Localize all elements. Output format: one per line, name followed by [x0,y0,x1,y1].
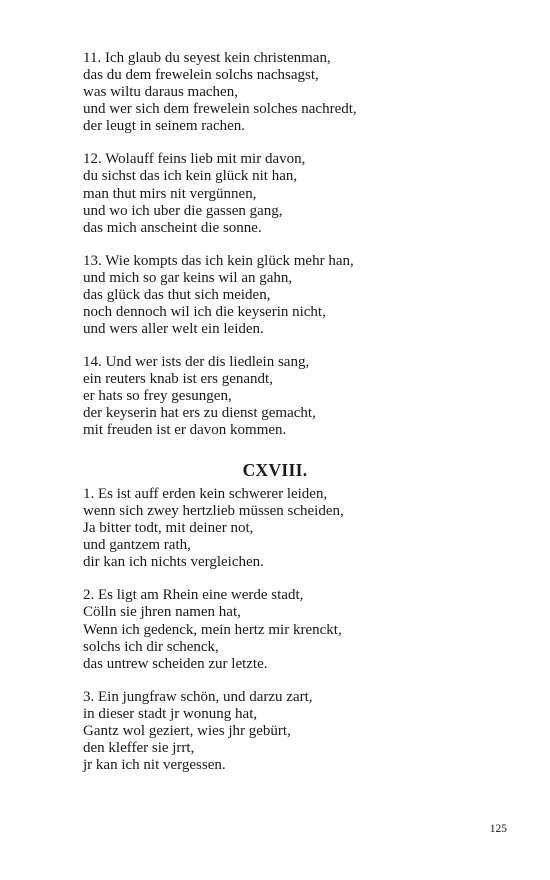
verse-line: und mich so gar keins wil an gahn, [83,269,293,286]
verse-line: 2. Es ligt am Rhein eine werde stadt, [83,587,304,604]
verse-line: 12. Wolauff feins lieb mit mir davon, [83,151,306,168]
verse-line: 3. Ein jungfraw schön, und darzu zart, [83,688,313,705]
verse-line: wenn sich zwey hertzlieb müssen scheiden, [83,503,344,520]
page-number: 125 [489,823,507,835]
verse-line: 14. Und wer ists der dis liedlein sang, [83,353,310,370]
verse-line: in dieser stadt jr wonung hat, [83,705,258,722]
verse-line: jr kan ich nit vergessen. [83,757,226,773]
verse-line: du sichst das ich kein glück nit han, [83,168,298,185]
verse-line: Ja bitter todt, mit deiner not, [83,520,254,537]
verse-line: 1. Es ist auff erden kein schwerer leiden, [83,486,328,502]
verse-line: ein reuters knab ist ers genandt, [83,371,273,387]
verse-line: dir kan ich nichts vergleichen. [83,554,264,571]
verse-line: der leugt in seinem rachen. [83,118,246,135]
verse-line: noch dennoch wil ich die keyserin nicht, [83,303,326,320]
verse-line: 11. Ich glaub du seyest kein christenman, [83,50,331,66]
verse-line: und wo ich uber die gassen gang, [83,202,283,219]
verse-line: 13. Wie kompts das ich kein glück mehr han, [83,252,354,269]
verse-line: und wer sich dem frewelein solches nachredt, [83,101,357,118]
verse-line: und wers aller welt ein leiden. [83,321,264,337]
verse-line: das du dem frewelein solchs nachsagst, [83,67,319,84]
verse-line: solchs ich dir schenck, [83,638,219,655]
verse-line: das mich anscheint die sonne. [83,219,262,236]
verse-line: das glück das thut sich meiden, [83,286,271,303]
verse-line: Wenn ich gedenck, mein hertz mir krenckt, [83,621,342,638]
verse-line: er hats so frey gesungen, [83,388,232,405]
section-heading: CXVIII. [242,460,308,480]
verse-line: den kleffer sie jrrt, [83,739,195,756]
verse-line: man thut mirs nit vergünnen, [83,185,257,202]
verse-line: der keyserin hat ers zu dienst gemacht, [83,405,316,422]
verse-line: das untrew scheiden zur letzte. [83,655,268,672]
verse-line: Gantz wol geziert, wies jhr gebürt, [83,722,291,739]
verse-line: was wiltu daraus machen, [83,84,238,101]
verse-line: und gantzem rath, [83,537,191,554]
verse-line: mit freuden ist er davon kommen. [83,422,287,439]
verse-line: Cölln sie jhren namen hat, [83,604,241,621]
